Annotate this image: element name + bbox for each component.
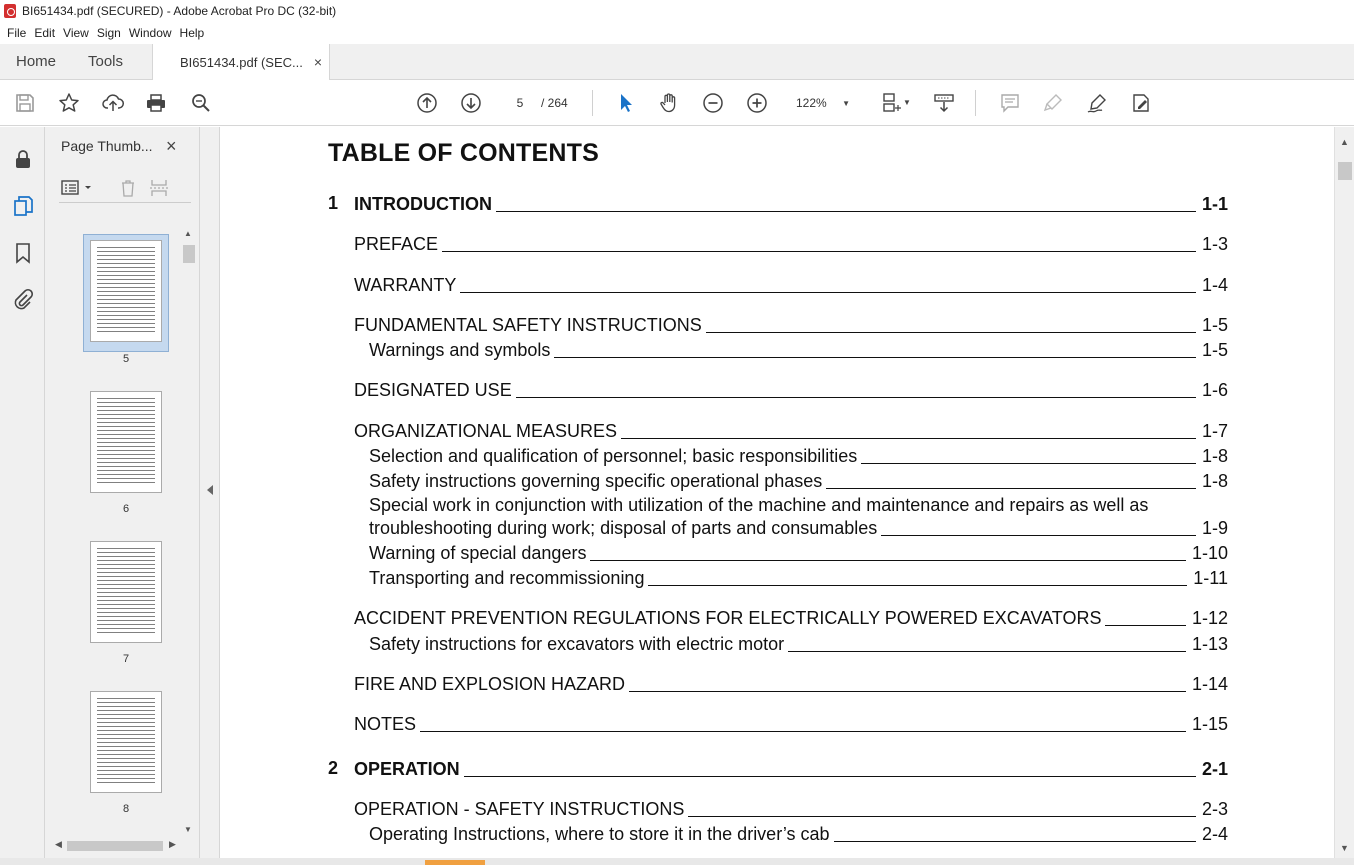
toc-entry[interactable] xyxy=(354,233,1228,255)
toc-entry-label: Selection and qualification of personnel; basic responsibilities xyxy=(369,446,858,466)
tab-home[interactable]: Home xyxy=(16,53,57,70)
toc-entry-page: 1-11 xyxy=(1193,568,1228,588)
scroll-down-icon[interactable]: ▼ xyxy=(184,825,192,834)
toc-entry-page: 1-4 xyxy=(1201,275,1228,295)
toc-entry-page: 1-10 xyxy=(1191,543,1228,563)
menu-sign[interactable]: Sign xyxy=(96,26,121,40)
page-number-input[interactable] xyxy=(506,91,534,115)
print-icon[interactable] xyxy=(144,91,168,115)
menu-edit[interactable]: Edit xyxy=(34,26,56,40)
thumbnail-page-label: 5 xyxy=(122,353,130,365)
select-cursor-icon[interactable] xyxy=(614,91,638,115)
close-panel-icon[interactable]: × xyxy=(166,136,177,156)
toc-entry-label: OPERATION xyxy=(354,759,460,779)
bookmark-star-icon[interactable] xyxy=(57,91,81,115)
toc-entry-page: 2-3 xyxy=(1201,799,1228,819)
page-thumbnail[interactable] xyxy=(90,541,162,643)
toc-entry-page: 1-6 xyxy=(1201,380,1228,400)
highlight-icon[interactable] xyxy=(1041,91,1065,115)
toc-entry[interactable] xyxy=(354,673,1228,695)
tab-tools[interactable]: Tools xyxy=(88,53,124,70)
toc-entry[interactable] xyxy=(354,379,1228,401)
toc-entry[interactable] xyxy=(369,567,1228,589)
toc-entry-label: ACCIDENT PREVENTION REGULATIONS FOR ELECTRICALLY POWERED EXCAVATORS xyxy=(354,608,1102,628)
page-thumbnail[interactable] xyxy=(90,691,162,793)
scrollbar-thumb[interactable] xyxy=(183,245,195,263)
toc-entry-label: Safety instructions for excavators with electric motor xyxy=(369,634,785,654)
page-thumbnails-icon[interactable] xyxy=(11,194,35,218)
toc-entry-page: 1-7 xyxy=(1201,421,1228,441)
toc-entry-page: 1-5 xyxy=(1201,340,1228,360)
insert-page-icon[interactable] xyxy=(149,179,171,200)
toc-entry[interactable] xyxy=(354,798,1228,820)
toc-entry-page: 1-12 xyxy=(1191,608,1228,628)
toc-entry-label: Transporting and recommissioning xyxy=(369,568,645,588)
toc-entry[interactable] xyxy=(354,314,1228,336)
toc-entry-page: 1-14 xyxy=(1191,674,1228,694)
thumbnail-page-label: 8 xyxy=(122,803,130,815)
toc-entry-page: 1-1 xyxy=(1201,194,1228,214)
toc-entry-label: INTRODUCTION xyxy=(354,194,492,214)
toc-entry-page: 1-8 xyxy=(1201,446,1228,466)
toc-entry-page: 2-4 xyxy=(1201,824,1228,844)
toc-entry-page: 1-8 xyxy=(1201,471,1228,491)
toolbar-separator xyxy=(975,90,976,116)
toc-entry[interactable] xyxy=(369,339,1228,361)
toc-entry[interactable] xyxy=(369,823,1228,845)
page-display-icon[interactable] xyxy=(880,91,904,115)
pdf-app-icon xyxy=(4,4,16,18)
scrollbar-thumb[interactable] xyxy=(67,841,163,851)
scroll-down-icon[interactable]: ▼ xyxy=(1340,843,1349,853)
document-view[interactable] xyxy=(221,127,1334,858)
collapse-arrow-icon[interactable] xyxy=(207,485,213,495)
page-thumbnails-panel xyxy=(45,127,200,858)
toc-entry[interactable] xyxy=(354,420,1228,442)
toc-entry-label: OPERATION - SAFETY INSTRUCTIONS xyxy=(354,799,685,819)
toc-title: TABLE OF CONTENTS xyxy=(328,139,599,167)
attachments-icon[interactable] xyxy=(11,287,35,311)
thumbnail-page-label: 7 xyxy=(122,653,130,665)
toc-chapter-number: 1 xyxy=(328,193,339,213)
tab-row xyxy=(0,44,1354,80)
upload-icon[interactable] xyxy=(101,91,125,115)
thumbnail-horizontal-scrollbar[interactable] xyxy=(53,839,179,853)
toc-entry-page: 1-13 xyxy=(1191,634,1228,654)
page-down-icon[interactable] xyxy=(459,91,483,115)
thumbnail-page-label: 6 xyxy=(122,503,130,515)
scroll-left-icon[interactable]: ◀ xyxy=(55,839,62,849)
close-tab-icon[interactable]: × xyxy=(313,54,322,70)
toc-entry[interactable] xyxy=(354,193,1228,215)
sign-icon[interactable] xyxy=(1085,91,1109,115)
toolbar xyxy=(0,80,1354,126)
menu-view[interactable]: View xyxy=(63,26,89,40)
toc-entry-label[interactable]: Special work in conjunction with utilization of the machine and maintenance and repairs as well as xyxy=(369,495,1149,515)
left-rail xyxy=(0,127,45,865)
toolbar-separator xyxy=(592,90,593,116)
toc-entry[interactable] xyxy=(369,542,1228,564)
delete-page-icon[interactable] xyxy=(119,179,137,200)
status-strip xyxy=(0,858,1354,865)
thumbnail-toolbar xyxy=(59,177,191,203)
toc-entry-label: PREFACE xyxy=(354,234,439,254)
window-title: BI651434.pdf (SECURED) - Adobe Acrobat Pro DC (32-bit) xyxy=(22,4,337,18)
scroll-up-icon[interactable]: ▲ xyxy=(184,229,192,238)
comment-icon[interactable] xyxy=(998,91,1022,115)
scroll-mode-icon[interactable] xyxy=(932,91,956,115)
scrollbar-thumb[interactable] xyxy=(1338,162,1352,180)
panel-title: Page Thumb... xyxy=(61,138,153,154)
document-scrollbar[interactable] xyxy=(1334,127,1354,858)
toc-entry-page: 2-1 xyxy=(1201,759,1228,779)
toc-entry[interactable] xyxy=(354,713,1228,735)
toc-entry-label: DESIGNATED USE xyxy=(354,380,512,400)
toc-entry-label: Safety instructions governing specific operational phases xyxy=(369,471,823,491)
toc-entry-label: FIRE AND EXPLOSION HAZARD xyxy=(354,674,626,694)
toc-entry-label: NOTES xyxy=(354,714,417,734)
page-thumbnail[interactable] xyxy=(90,240,162,342)
bookmarks-icon[interactable] xyxy=(11,241,35,265)
scroll-right-icon[interactable]: ▶ xyxy=(169,839,176,849)
zoom-select[interactable] xyxy=(786,91,856,115)
zoom-value: 122% xyxy=(796,96,827,110)
toc-entry[interactable] xyxy=(369,470,1228,492)
chevron-down-icon[interactable]: ▼ xyxy=(903,98,911,107)
toc-entry[interactable] xyxy=(369,517,1228,539)
tab-document-label: BI651434.pdf (SEC... xyxy=(180,55,303,70)
menu-window[interactable]: Window xyxy=(128,26,172,40)
toc-entry-label: WARRANTY xyxy=(354,275,457,295)
toc-entry-page: 1-15 xyxy=(1191,714,1228,734)
edit-pdf-icon[interactable] xyxy=(1129,91,1153,115)
toc-entry-label: troubleshooting during work; disposal of parts and consumables xyxy=(369,518,878,538)
toc-entry-label: Warnings and symbols xyxy=(369,340,551,360)
toc-chapter-number: 2 xyxy=(328,758,339,778)
zoom-in-icon[interactable] xyxy=(745,91,769,115)
toc-entry[interactable] xyxy=(369,445,1228,467)
save-icon[interactable] xyxy=(13,91,37,115)
lock-icon[interactable] xyxy=(11,147,35,171)
status-indicator xyxy=(425,860,485,865)
toc-entry-label: FUNDAMENTAL SAFETY INSTRUCTIONS xyxy=(354,315,702,335)
tab-document[interactable] xyxy=(152,44,330,81)
title-bar xyxy=(0,0,1354,22)
page-up-icon[interactable] xyxy=(415,91,439,115)
zoom-out-icon[interactable] xyxy=(701,91,725,115)
thumbnail-scrollbar[interactable] xyxy=(181,229,197,837)
toc-entry[interactable] xyxy=(354,274,1228,296)
chevron-down-icon: ▼ xyxy=(842,98,850,108)
toc-entry[interactable] xyxy=(369,633,1228,655)
toc-entry-page: 1-3 xyxy=(1201,234,1228,254)
toc-entry[interactable] xyxy=(354,607,1228,629)
thumbnail-options-icon[interactable] xyxy=(61,179,95,200)
menu-file[interactable]: File xyxy=(7,26,27,40)
toc-entry-label: Warning of special dangers xyxy=(369,543,587,563)
find-icon[interactable] xyxy=(189,91,213,115)
scroll-up-icon[interactable]: ▲ xyxy=(1340,137,1349,147)
toc-entry[interactable] xyxy=(354,758,1228,780)
menu-bar xyxy=(0,22,1354,44)
toc-entry-page: 1-5 xyxy=(1201,315,1228,335)
hand-icon[interactable] xyxy=(657,91,681,115)
panel-collapse-handle[interactable] xyxy=(200,127,220,858)
toc-entry-label: Operating Instructions, where to store it in the driver’s cab xyxy=(369,824,830,844)
page-total: / 264 xyxy=(541,96,568,110)
page-thumbnail[interactable] xyxy=(90,391,162,493)
menu-help[interactable]: Help xyxy=(179,26,205,40)
toc-entry-label: ORGANIZATIONAL MEASURES xyxy=(354,421,618,441)
toc-entry-page: 1-9 xyxy=(1201,518,1228,538)
